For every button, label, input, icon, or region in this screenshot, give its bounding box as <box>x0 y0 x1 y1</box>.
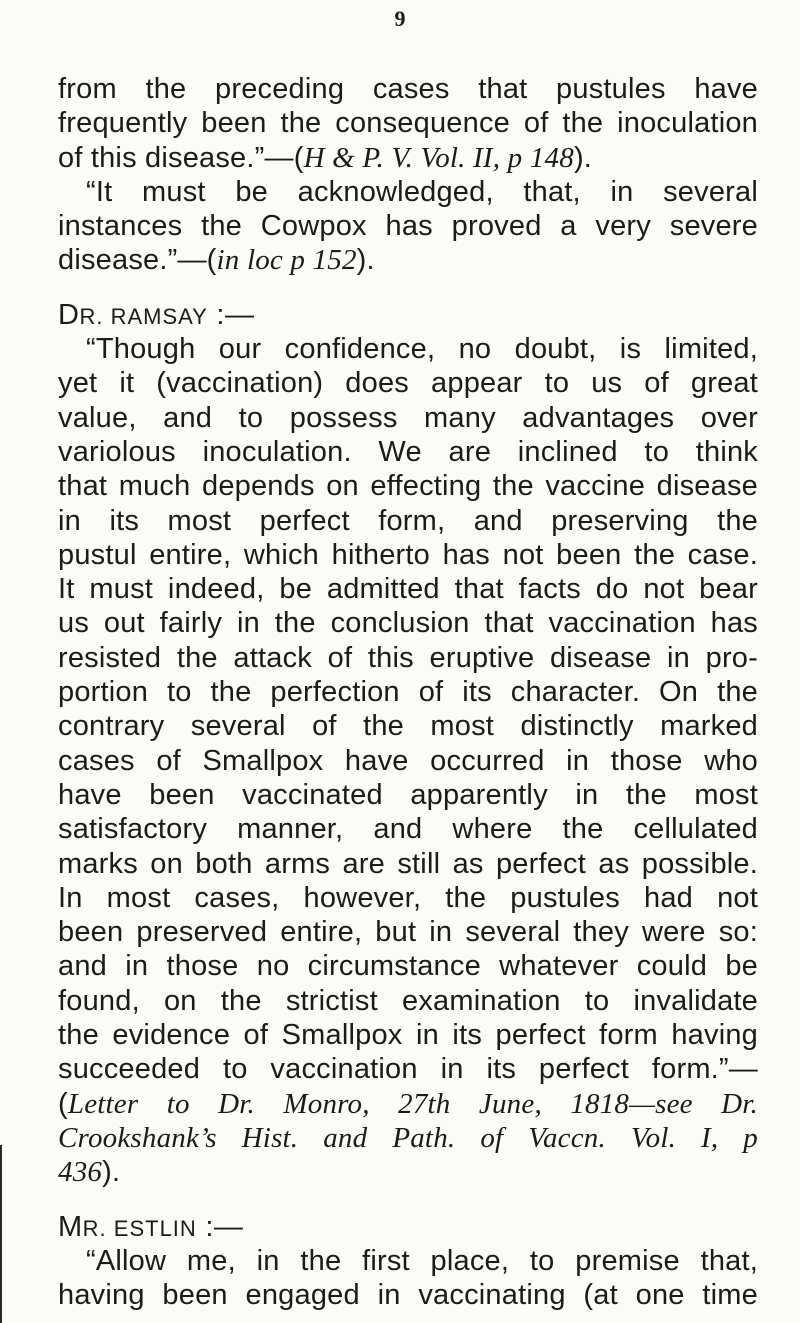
page-edge-shadow <box>0 1145 2 1323</box>
text-line: us out fairly in the conclusion that vaccination has <box>58 607 758 640</box>
text-line: “Allow me, in the first place, to premise that, <box>86 1244 758 1277</box>
text-segment: ). <box>356 244 375 277</box>
section-heading-estlin <box>58 1210 758 1244</box>
text-line: resisted the attack of this eruptive disease in pro- <box>58 641 758 674</box>
text-line: satisfactory manner, and where the cellulated <box>58 813 758 846</box>
text-line <box>58 243 758 277</box>
citation: H & P. V. Vol. II, p 148 <box>303 141 574 174</box>
text-line: in its most perfect form, and preserving the <box>58 504 758 537</box>
text-line: pustul entire, which hitherto has not been the case. <box>58 538 758 571</box>
citation: Letter to Dr. Monro, 27th June, 1818—see Dr. <box>67 1087 758 1120</box>
text-line: from the preceding cases that pustules have <box>58 73 758 105</box>
citation-line <box>58 1087 758 1121</box>
text-line: the evidence of Smallpox in its perfect form having <box>58 1019 758 1052</box>
heading-tail: :— <box>207 298 255 331</box>
text-line: “Though our confidence, no doubt, is limited, <box>86 333 758 366</box>
text-line: succeeded to vaccination in its perfect form.”— <box>58 1053 758 1086</box>
text-line <box>58 141 758 175</box>
text-line: portion to the perfection of its character. On the <box>58 676 758 709</box>
text-segment: disease.”—( <box>58 244 217 277</box>
text-line: It must indeed, be admitted that facts do not bear <box>58 573 758 606</box>
text-line: having been engaged in vaccinating (at one time <box>58 1279 758 1312</box>
text-line: frequently been the consequence of the inoculation <box>58 107 758 140</box>
heading-smallcaps: R. RAMSAY <box>79 303 208 329</box>
text-line: contrary several of the most distinctly marked <box>58 710 758 743</box>
text-line: have been vaccinated apparently in the most <box>58 778 758 811</box>
text-line: yet it (vaccination) does appear to us of great <box>58 367 758 400</box>
text-segment: of this disease.”—( <box>58 141 304 174</box>
text-line: marks on both arms are still as perfect as possible. <box>58 847 758 880</box>
text-segment: ). <box>102 1156 121 1189</box>
text-line: that much depends on effecting the vaccine disease <box>58 470 758 503</box>
heading-tail: :— <box>196 1210 244 1243</box>
text-line: cases of Smallpox have occurred in those who <box>58 744 758 777</box>
text-segment: ). <box>573 141 593 174</box>
page-number: 9 <box>394 6 406 31</box>
text-line: “It must be acknowledged, that, in several <box>86 175 758 208</box>
citation-line <box>58 1155 758 1189</box>
citation: 436 <box>58 1156 103 1189</box>
text-line: found, on the strictist examination to invalidate <box>58 984 758 1017</box>
text-segment: ( <box>58 1087 68 1120</box>
heading-initial: D <box>58 298 80 331</box>
heading-initial: M <box>58 1210 83 1243</box>
heading-smallcaps: R. ESTLIN <box>82 1215 197 1241</box>
text-line: and in those no circumstance whatever could be <box>58 950 758 983</box>
text-line: instances the Cowpox has proved a very severe <box>58 210 758 243</box>
text-line: variolous inoculation. We are inclined to think <box>58 435 758 468</box>
text-line: been preserved entire, but in several they were so: <box>58 916 758 949</box>
text-line: In most cases, however, the pustules had not <box>58 881 758 914</box>
citation: in loc p 152 <box>216 244 357 277</box>
citation-line: Crookshank’s Hist. and Path. of Vaccn. Vol. I, p <box>58 1121 758 1154</box>
section-heading-ramsay <box>58 298 758 332</box>
text-line: value, and to possess many advantages over <box>58 401 758 434</box>
body-text <box>58 72 758 1312</box>
